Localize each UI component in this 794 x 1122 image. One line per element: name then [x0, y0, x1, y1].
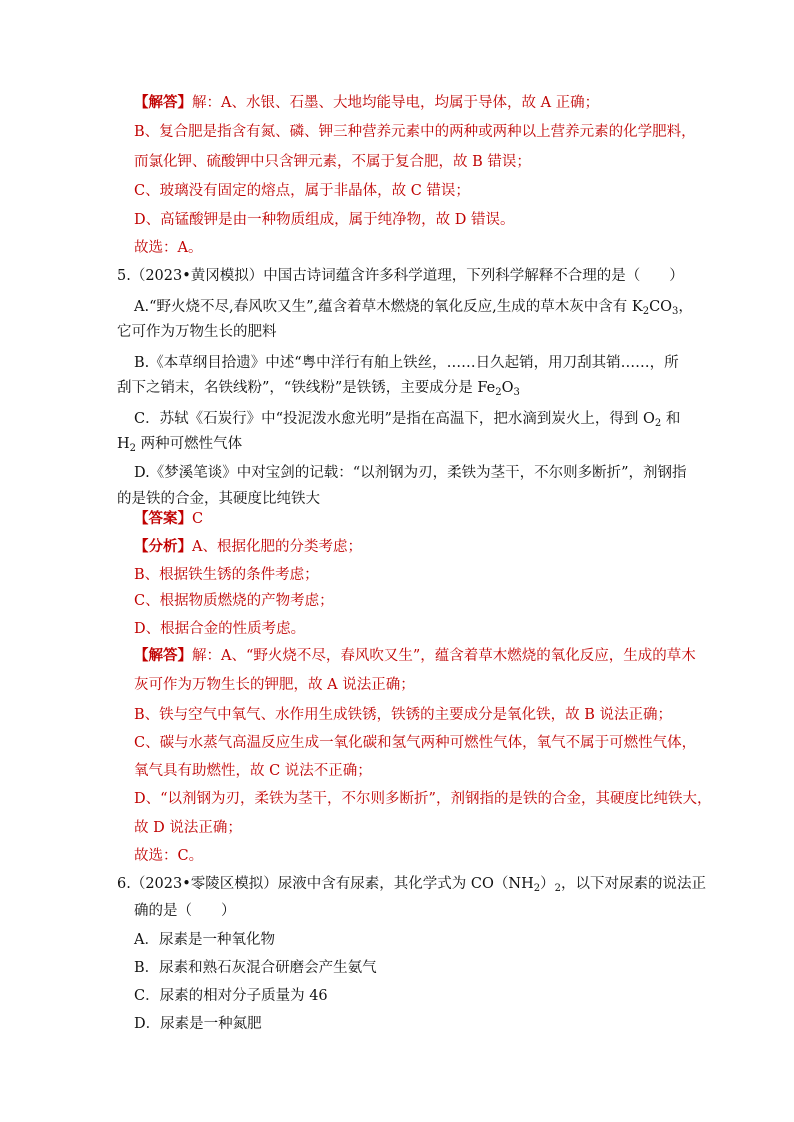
q5-option-b-line-1 — [134, 353, 679, 373]
prev-solution-text-4: C、玻璃没有固定的熔点，属于非晶体，故 C 错误； — [134, 183, 470, 199]
q5-option-c-line-1 — [134, 409, 680, 429]
q5-option-a-text: A.“野火烧不尽,春风吹又生”,蕴含着草木燃烧的氧化反应,生成的草木灰中含有 K — [134, 299, 643, 315]
q6-stem-sub-1: 2 — [533, 883, 541, 894]
solution-text-2: 灰可作为万物生长的钾肥，故 A 说法正确； — [134, 677, 415, 693]
q6-stem-line-2 — [134, 901, 236, 921]
q5-analysis-line-2 — [134, 565, 319, 585]
q5-option-d-line-2 — [117, 489, 320, 509]
prev-solution-text-2: B、复合肥是指含有氮、磷、钾三种营养元素中的两种或两种以上营养元素的化学肥料， — [134, 124, 696, 140]
analysis-text-3: C、根据物质燃烧的产物考虑； — [134, 593, 334, 609]
q5-solution-line-4 — [134, 733, 696, 753]
q5-option-c-text-2: 两种可燃性气体 — [136, 436, 243, 452]
prev-solution-text-1: 解：A、水银、石墨、大地均能导电，均属于导体，故 A 正确； — [192, 95, 600, 111]
prev-solution-line-4 — [134, 181, 470, 201]
q5-option-c-text: C．苏轼《石炭行》中“投泥泼水愈光明”是指在高温下，把水滴到炭火上，得到 O — [134, 411, 655, 427]
q5-option-c-h-sub: 2 — [129, 443, 137, 454]
prev-solution-line-2 — [134, 122, 696, 142]
solution-tag: 解答 — [148, 94, 178, 111]
answer-value: C — [192, 511, 204, 527]
prev-solution-text-5: D、高锰酸钾是由一种物质组成，属于纯净物，故 D 错误。 — [134, 212, 515, 228]
solution-tag-close-2: 】 — [177, 647, 192, 664]
prev-solution-text-6: 故选：A。 — [134, 240, 203, 256]
analysis-text-2: B、根据铁生锈的条件考虑； — [134, 567, 319, 583]
analysis-tag-open: 【 — [134, 538, 149, 555]
q5-solution-line-5 — [134, 761, 372, 781]
q6-option-b — [134, 958, 377, 978]
q5-option-c-text-b: 和 — [661, 411, 681, 427]
analysis-text-1: A、根据化肥的分类考虑； — [192, 539, 362, 555]
q5-solution-line-3 — [134, 705, 672, 725]
q6-option-d — [134, 1014, 262, 1034]
q6-option-b-text: B．尿素和熟石灰混合研磨会产生氨气 — [134, 960, 377, 976]
q6-stem-line-1 — [117, 874, 706, 894]
solution-tag-open: 【 — [134, 94, 149, 111]
solution-text-1: 解：A、“野火烧不尽，春风吹又生”，蕴含着草木燃烧的氧化反应，生成的草木 — [192, 648, 696, 664]
q5-option-c-line-2 — [117, 434, 242, 454]
q5-solution-line-6 — [134, 789, 711, 809]
q5-stem — [117, 266, 684, 286]
q6-stem-text: 6.（2023•零陵区模拟）尿液中含有尿素，其化学式为 CO（NH — [117, 876, 534, 892]
q5-stem-text: 5.（2023•黄冈模拟）中国古诗词蕴含许多科学道理，下列科学解释不合理的是（ ） — [117, 268, 684, 284]
q6-stem-paren: ） — [540, 876, 555, 892]
q5-option-c-sub: 2 — [654, 418, 662, 429]
q6-option-c — [134, 986, 328, 1006]
q6-option-d-text: D．尿素是一种氮肥 — [134, 1016, 262, 1032]
q5-option-d-text-2: 的是铁的合金，其硬度比纯铁大 — [117, 491, 320, 507]
analysis-tag-close: 】 — [177, 538, 192, 555]
analysis-text-4: D、根据合金的性质考虑。 — [134, 621, 306, 637]
answer-tag-open: 【 — [134, 510, 149, 527]
q5-option-c-h: H — [117, 436, 130, 452]
q5-option-a-formula: CO — [649, 299, 673, 315]
q5-option-a-line-1 — [134, 297, 693, 317]
prev-solution-line-6 — [134, 238, 202, 258]
solution-tag-2: 解答 — [148, 647, 178, 664]
q5-option-b-sub-1: 2 — [495, 387, 502, 398]
q6-stem-sub-2: 2 — [554, 883, 561, 894]
q5-option-a-punct: ， — [678, 299, 693, 315]
q6-option-a — [134, 930, 275, 950]
q5-option-a-sub-2: 3 — [672, 306, 679, 317]
q5-option-b-sub-2: 3 — [513, 387, 520, 398]
q5-analysis-line-3 — [134, 591, 334, 611]
q5-analysis-line-1 — [134, 537, 362, 557]
q6-option-a-text: A．尿素是一种氧化物 — [134, 932, 275, 948]
q5-solution-line-7 — [134, 818, 242, 838]
q5-option-b-line-2 — [117, 378, 520, 398]
solution-text-4: C、碳与水蒸气高温反应生成一氧化碳和氢气两种可燃性气体，氧气不属于可燃性气体， — [134, 735, 697, 751]
answer-tag: 答案 — [148, 510, 178, 527]
q5-option-d-text: D.《梦溪笔谈》中对宝剑的记载：“以剂钢为刃，柔铁为茎干，不尔则多断折”，剂钢指 — [134, 465, 687, 481]
q5-answer — [134, 509, 203, 529]
solution-text-6: D、“以剂钢为刃，柔铁为茎干，不尔则多断折”，剂钢指的是铁的合金，其硬度比纯铁大， — [134, 791, 712, 807]
q5-option-a-sub-1: 2 — [642, 306, 650, 317]
q5-option-d-line-1 — [134, 463, 687, 483]
prev-solution-text-3: 而氯化钾、硫酸钾中只含钾元素，不属于复合肥，故 B 错误； — [134, 154, 531, 170]
q5-solution-line-2 — [134, 675, 415, 695]
q5-option-b-text: B.《本草纲目拾遗》中述“粤中洋行有舶上铁丝，……日久起销，用刀刮其销……，所 — [134, 355, 679, 371]
q5-option-b-text-2: 刮下之销末，名铁线粉”，“铁线粉”是铁锈，主要成分是 Fe — [117, 380, 496, 396]
q6-stem-text-c: ，以下对尿素的说法正 — [560, 876, 706, 892]
q6-option-c-text: C．尿素的相对分子质量为 46 — [134, 988, 328, 1004]
q5-analysis-line-4 — [134, 619, 305, 639]
analysis-tag: 分析 — [148, 538, 178, 555]
q5-option-a-text-2: 它可作为万物生长的肥料 — [117, 324, 277, 340]
solution-text-5: 氧气具有助燃性，故 C 说法不正确； — [134, 763, 372, 779]
prev-solution-line-1 — [134, 93, 599, 113]
solution-text-7: 故 D 说法正确； — [134, 820, 242, 836]
q6-stem-text-2: 确的是（ ） — [134, 903, 236, 919]
q5-solution-line-1 — [134, 646, 696, 666]
q5-solution-line-8 — [134, 846, 203, 866]
solution-tag-close: 】 — [177, 94, 192, 111]
solution-text-8: 故选：C。 — [134, 848, 204, 864]
answer-tag-close: 】 — [177, 510, 192, 527]
q5-option-a-line-2 — [117, 322, 277, 342]
solution-tag-open-2: 【 — [134, 647, 149, 664]
q5-option-b-formula: O — [501, 380, 514, 396]
prev-solution-line-3 — [134, 152, 531, 172]
prev-solution-line-5 — [134, 210, 514, 230]
solution-text-3: B、铁与空气中氧气、水作用生成铁锈，铁锈的主要成分是氧化铁，故 B 说法正确； — [134, 707, 673, 723]
